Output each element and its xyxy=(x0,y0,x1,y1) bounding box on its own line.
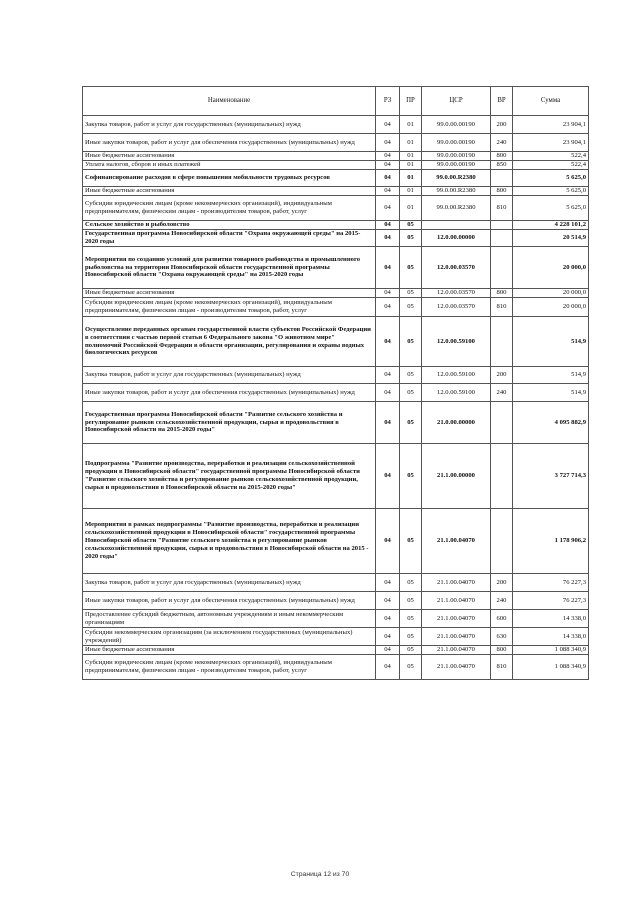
row-sum: 5 625,0 xyxy=(513,187,589,196)
row-rz: 04 xyxy=(376,655,400,680)
row-name: Иные бюджетные ассигнования xyxy=(83,646,376,655)
row-rz: 04 xyxy=(376,317,400,367)
row-pr: 01 xyxy=(400,116,422,134)
row-rz: 04 xyxy=(376,628,400,646)
row-csr: 21.1.00.04070 xyxy=(422,509,491,574)
row-pr: 05 xyxy=(400,592,422,610)
row-pr: 05 xyxy=(400,610,422,628)
row-rz: 04 xyxy=(376,367,400,384)
row-sum: 14 338,0 xyxy=(513,610,589,628)
row-name: Софинансирование расходов в сфере повышения мобильности трудовых ресурсов xyxy=(83,170,376,187)
row-name: Иные бюджетные ассигнования xyxy=(83,187,376,196)
row-vr: 600 xyxy=(491,610,513,628)
row-csr: 99.0.00.00190 xyxy=(422,134,491,152)
row-name: Мероприятия по созданию условий для развития товарного рыбоводства и промышленного рыболовства на территории Новосибирской области государственной программы Новосибирской области "Охрана окружающей среды" на 2015-2020 годы xyxy=(83,247,376,289)
row-vr xyxy=(491,230,513,247)
row-rz: 04 xyxy=(376,592,400,610)
table-row xyxy=(83,152,589,161)
row-name: Подпрограмма "Развитие производства, переработки и реализации сельскохозяйственной продукции в Новосибирской области" государственной программы Новосибирской области "Развитие сельского хозяйства и регулирование рынков сельскохозяйственной продукции, сырья и продовольствия в Новосибирской области на 2015-2020 годы" xyxy=(83,444,376,509)
row-vr xyxy=(491,509,513,574)
row-pr: 01 xyxy=(400,152,422,161)
table-row xyxy=(83,134,589,152)
table-row xyxy=(83,574,589,592)
table-row xyxy=(83,402,589,444)
row-rz: 04 xyxy=(376,444,400,509)
row-rz: 04 xyxy=(376,298,400,317)
row-vr xyxy=(491,444,513,509)
table-row xyxy=(83,221,589,230)
row-csr: 21.1.00.04070 xyxy=(422,655,491,680)
row-sum: 4 228 101,2 xyxy=(513,221,589,230)
row-rz: 04 xyxy=(376,116,400,134)
table-row xyxy=(83,646,589,655)
row-vr xyxy=(491,402,513,444)
row-pr: 05 xyxy=(400,509,422,574)
row-csr: 12.0.00.59100 xyxy=(422,317,491,367)
row-rz: 04 xyxy=(376,170,400,187)
row-sum: 20 514,9 xyxy=(513,230,589,247)
row-name: Закупка товаров, работ и услуг для государственных (муниципальных) нужд xyxy=(83,116,376,134)
row-rz: 04 xyxy=(376,230,400,247)
row-sum: 14 338,0 xyxy=(513,628,589,646)
row-csr: 12.0.00.03570 xyxy=(422,289,491,298)
row-pr: 01 xyxy=(400,161,422,170)
row-pr: 01 xyxy=(400,187,422,196)
row-name: Субсидии юридическим лицам (кроме некоммерческих организаций), индивидуальным предпринимателям, физическим лицам - производителям товаров, работ, услуг xyxy=(83,298,376,317)
row-csr: 99.0.00.00190 xyxy=(422,152,491,161)
row-sum: 514,9 xyxy=(513,367,589,384)
row-pr: 05 xyxy=(400,367,422,384)
row-sum: 23 904,1 xyxy=(513,134,589,152)
col-header-name: Наименование xyxy=(83,87,376,116)
row-pr: 05 xyxy=(400,402,422,444)
row-pr: 05 xyxy=(400,655,422,680)
row-csr: 12.0.00.59100 xyxy=(422,367,491,384)
row-vr: 810 xyxy=(491,298,513,317)
table-row xyxy=(83,384,589,402)
row-pr: 05 xyxy=(400,628,422,646)
table-row xyxy=(83,317,589,367)
table-row xyxy=(83,367,589,384)
row-rz: 04 xyxy=(376,402,400,444)
row-vr: 240 xyxy=(491,134,513,152)
row-sum: 20 000,0 xyxy=(513,247,589,289)
row-csr: 99.0.00.R2380 xyxy=(422,187,491,196)
row-name: Сельское хозяйство и рыболовство xyxy=(83,221,376,230)
row-name: Закупка товаров, работ и услуг для государственных (муниципальных) нужд xyxy=(83,367,376,384)
row-rz: 04 xyxy=(376,384,400,402)
row-name: Государственная программа Новосибирской области "Охрана окружающей среды" на 2015-2020 годы xyxy=(83,230,376,247)
row-vr: 800 xyxy=(491,289,513,298)
row-name: Иные закупки товаров, работ и услуг для обеспечения государственных (муниципальных) нужд xyxy=(83,384,376,402)
row-rz: 04 xyxy=(376,187,400,196)
row-sum: 3 727 714,3 xyxy=(513,444,589,509)
col-header-pr: ПР xyxy=(400,87,422,116)
table-row xyxy=(83,655,589,680)
row-vr: 240 xyxy=(491,384,513,402)
row-csr xyxy=(422,221,491,230)
row-rz: 04 xyxy=(376,196,400,221)
row-name: Субсидии юридическим лицам (кроме некоммерческих организаций), индивидуальным предпринимателям, физическим лицам - производителям товаров, работ, услуг xyxy=(83,655,376,680)
table-row xyxy=(83,289,589,298)
row-pr: 01 xyxy=(400,170,422,187)
row-name: Иные бюджетные ассигнования xyxy=(83,289,376,298)
row-sum: 1 178 906,2 xyxy=(513,509,589,574)
row-rz: 04 xyxy=(376,610,400,628)
row-pr: 05 xyxy=(400,646,422,655)
row-vr: 810 xyxy=(491,655,513,680)
row-sum: 20 000,0 xyxy=(513,289,589,298)
row-rz: 04 xyxy=(376,289,400,298)
table-row xyxy=(83,298,589,317)
row-csr: 21.1.00.04070 xyxy=(422,646,491,655)
page-number: Страница 12 из 70 xyxy=(290,871,350,878)
row-name: Иные закупки товаров, работ и услуг для обеспечения государственных (муниципальных) нужд xyxy=(83,592,376,610)
row-csr: 99.0.00.00190 xyxy=(422,116,491,134)
row-sum: 4 095 882,9 xyxy=(513,402,589,444)
row-sum: 76 227,3 xyxy=(513,592,589,610)
row-rz: 04 xyxy=(376,247,400,289)
row-rz: 04 xyxy=(376,574,400,592)
table-row xyxy=(83,628,589,646)
row-rz: 04 xyxy=(376,509,400,574)
col-header-vr: ВР xyxy=(491,87,513,116)
row-vr: 800 xyxy=(491,646,513,655)
row-sum: 23 904,1 xyxy=(513,116,589,134)
row-name: Предоставление субсидий бюджетным, автономным учреждениям и иным некоммерческим организациям xyxy=(83,610,376,628)
row-csr: 21.1.00.00000 xyxy=(422,444,491,509)
row-name: Уплата налогов, сборов и иных платежей xyxy=(83,161,376,170)
row-csr: 99.0.00.R2380 xyxy=(422,196,491,221)
table-row xyxy=(83,170,589,187)
row-sum: 1 088 340,9 xyxy=(513,646,589,655)
row-vr: 200 xyxy=(491,574,513,592)
row-pr: 01 xyxy=(400,196,422,221)
row-rz: 04 xyxy=(376,152,400,161)
row-sum: 514,9 xyxy=(513,317,589,367)
col-header-sum: Сумма xyxy=(513,87,589,116)
row-pr: 05 xyxy=(400,247,422,289)
row-sum: 76 227,3 xyxy=(513,574,589,592)
row-pr: 05 xyxy=(400,574,422,592)
row-csr: 99.0.00.00190 xyxy=(422,161,491,170)
row-vr xyxy=(491,247,513,289)
row-rz: 04 xyxy=(376,161,400,170)
row-sum: 20 000,0 xyxy=(513,298,589,317)
row-csr: 21.1.00.04070 xyxy=(422,628,491,646)
table-row xyxy=(83,247,589,289)
row-csr: 21.1.00.04070 xyxy=(422,592,491,610)
row-csr: 12.0.00.00000 xyxy=(422,230,491,247)
row-vr xyxy=(491,170,513,187)
row-rz: 04 xyxy=(376,646,400,655)
col-header-rz: РЗ xyxy=(376,87,400,116)
row-pr: 05 xyxy=(400,289,422,298)
row-pr: 05 xyxy=(400,230,422,247)
row-name: Мероприятия в рамках подпрограммы "Развитие производства, переработки и реализации сельскохозяйственной продукции в Новосибирской области" государственной программы Новосибирской области "Развитие сельского хозяйства и регулирование рынков сельскохозяйственной продукции, сырья и продовольствия в Новосибирской области на 2015 - 2020 годы" xyxy=(83,509,376,574)
row-vr: 850 xyxy=(491,161,513,170)
row-csr: 99.0.00.R2380 xyxy=(422,170,491,187)
row-vr: 800 xyxy=(491,187,513,196)
row-sum: 514,9 xyxy=(513,384,589,402)
table-row xyxy=(83,230,589,247)
row-pr: 05 xyxy=(400,221,422,230)
budget-table xyxy=(82,86,589,680)
row-sum: 5 625,0 xyxy=(513,170,589,187)
row-csr: 21.1.00.04070 xyxy=(422,574,491,592)
row-csr: 12.0.00.59100 xyxy=(422,384,491,402)
row-csr: 21.1.00.04070 xyxy=(422,610,491,628)
row-vr: 800 xyxy=(491,152,513,161)
table-header-row xyxy=(83,87,589,116)
table-row xyxy=(83,610,589,628)
table-row xyxy=(83,187,589,196)
row-vr xyxy=(491,317,513,367)
row-pr: 05 xyxy=(400,444,422,509)
row-csr: 12.0.00.03570 xyxy=(422,247,491,289)
row-sum: 1 088 340,9 xyxy=(513,655,589,680)
table-row xyxy=(83,196,589,221)
row-csr: 21.0.00.00000 xyxy=(422,402,491,444)
row-name: Государственная программа Новосибирской области "Развитие сельского хозяйства и регулирование рынков сельскохозяйственной продукции, сырья и продовольствия в Новосибирской области на 2015-2020 годы" xyxy=(83,402,376,444)
row-name: Закупка товаров, работ и услуг для государственных (муниципальных) нужд xyxy=(83,574,376,592)
row-pr: 01 xyxy=(400,134,422,152)
row-pr: 05 xyxy=(400,384,422,402)
table-row xyxy=(83,444,589,509)
row-vr: 240 xyxy=(491,592,513,610)
row-csr: 12.0.00.03570 xyxy=(422,298,491,317)
row-vr: 630 xyxy=(491,628,513,646)
row-rz: 04 xyxy=(376,221,400,230)
row-name: Субсидии некоммерческим организациям (за исключением государственных (муниципальных) учреждений) xyxy=(83,628,376,646)
row-pr: 05 xyxy=(400,317,422,367)
row-vr: 810 xyxy=(491,196,513,221)
table-body xyxy=(83,116,589,680)
row-pr: 05 xyxy=(400,298,422,317)
row-sum: 5 625,0 xyxy=(513,196,589,221)
row-name: Иные бюджетные ассигнования xyxy=(83,152,376,161)
row-name: Осуществление переданных органам государственной власти субъектов Российской Федерации в соответствии с частью первой статьи 6 Федерального закона "О животном мире" полномочий Российской Федерации в области организации, регулирования и охраны водных биологических ресурсов xyxy=(83,317,376,367)
row-name: Субсидии юридическим лицам (кроме некоммерческих организаций), индивидуальным предпринимателям, физическим лицам - производителям товаров, работ, услуг xyxy=(83,196,376,221)
table-row xyxy=(83,509,589,574)
row-rz: 04 xyxy=(376,134,400,152)
row-sum: 522,4 xyxy=(513,152,589,161)
row-vr: 200 xyxy=(491,116,513,134)
row-sum: 522,4 xyxy=(513,161,589,170)
row-vr: 200 xyxy=(491,367,513,384)
table-row xyxy=(83,592,589,610)
row-vr xyxy=(491,221,513,230)
table-row xyxy=(83,116,589,134)
table-row xyxy=(83,161,589,170)
row-name: Иные закупки товаров, работ и услуг для обеспечения государственных (муниципальных) нужд xyxy=(83,134,376,152)
col-header-csr: ЦСР xyxy=(422,87,491,116)
